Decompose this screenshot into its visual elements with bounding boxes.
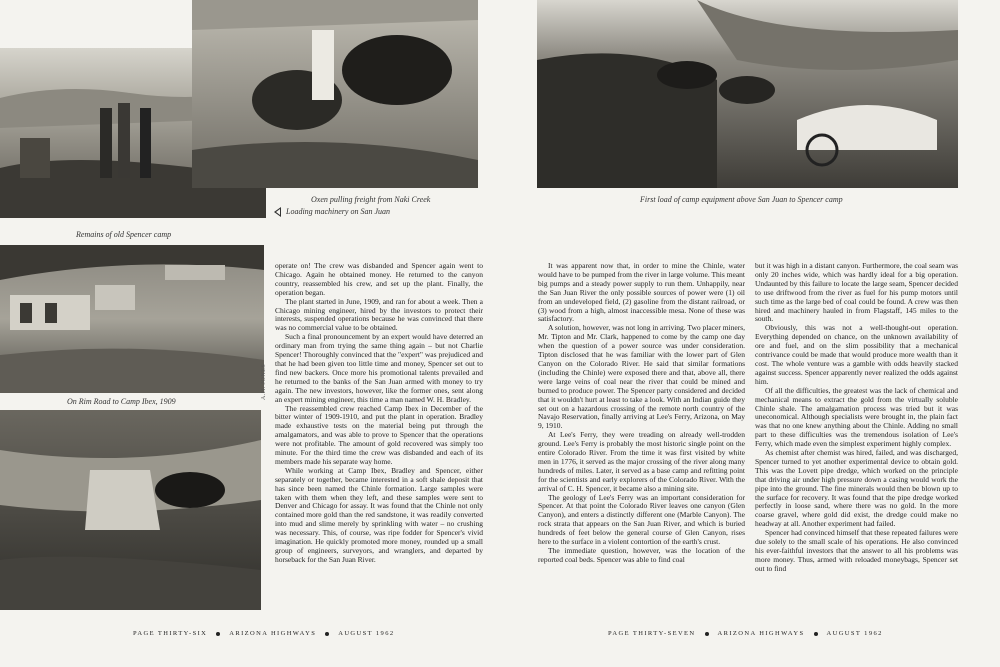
photo-rim-road [0,410,261,610]
col2-paragraph: It was apparent now that, in order to mine the Chinle, water would have to be pumped from the river in large volume. This meant big pumps and a steady power supply to run them. Unhappily, near the San Juan River the only possible sources of power were (1) oil from an undeveloped field, (2) gasoline from the distant railroad, or (3) wood from a high, almost inaccessible mesa. None of these was satisfactory. [538,262,745,324]
arrow-left-icon [274,207,281,217]
footer-left [133,630,395,637]
article-column-1 [275,262,483,614]
article-column-2 [538,262,745,614]
col3-paragraph: but it was high in a distant canyon. Furthermore, the coal seam was only 20 inches wide, which was hardly ideal for a big operation. Undaunted by this failure to locate the large seam, Spencer decided to use driftwood from the river as fuel for his pump motors until such time as the large bed of coal could be found. A crew was then hired and machinery hauled in from Flagstaff, 145 miles to the south. [755,262,958,324]
col1-paragraph: Such a final pronouncement by an expert would have deterred an ordinary man from trying the same thing again – but not Charlie Spencer! Thoroughly convinced that the "expert" was prejudiced and that he had been given too little time and money, Spencer set out to find new backers. Once more his promotional talents prevailed and he returned to the banks of the San Juan armed with money to try again. The new investors, however, like the former ones, sent along an expert mining engineer, this time a man named W. H. Bradley. [275,332,483,404]
col2-paragraph: A solution, however, was not long in arriving. Two placer miners, Mr. Tipton and Mr. Clark, happened to come by the camp one day when the question of a power source was under consideration. Tipton disclosed that he was familiar with the lower part of Glen Canyon on the Colorado River. He said that similar formations (including the Chinle) were exposed there and that, above all, there were large veins of coal near the river that could be mined and burned to produce power. The Spencer party considered and decided that it wouldn't hurt at least to take a look. With an Indian guide they set out on a hazardous crossing of the remote north country of the Navajo Reservation, finally arriving at Lee's Ferry, Arizona, on May 9, 1910. [538,323,745,431]
bullet-icon [814,632,818,636]
caption-remains: Remains of old Spencer camp [76,230,172,239]
footer-right [608,630,883,637]
caption-loading [274,207,390,217]
article-column-3 [755,262,958,614]
col2-paragraph: At Lee's Ferry, they were treading on already well-trodden ground. Lee's Ferry is probably the most historic single point on the entire Colorado River. From the time it was first visited by white men in 1776, it served as the major crossing of the river along many hundreds of miles. Later, it served as a base camp and refitting point for the scientists and early explorers of the Colorado River. With the arrival of C. H. Spencer, it became also a mining site. [538,430,745,493]
col1-paragraph: While working at Camp Ibex, Bradley and Spencer, either separately or together, became interested in a soft shale deposit that has since been named the Chinle formation. Large samples were taken with them when they left, and these samples were sent to Denver and Chicago for assay. It was found that the Chinle not only contained more gold than the red sandstone, it was readily converted into mud and slime merely by sprinkling with water – no crushing was necessary. This, of course, was ripe fodder for Spencer's vivid imagination. He quickly promoted more money, rounded up a small group of engineers, surveyors, and wranglers, and departed by horseback for the San Juan River. [275,465,483,564]
caption-oxen: Oxen pulling freight from Naki Creek [311,195,431,204]
footer-magazine: ARIZONA HIGHWAYS [717,630,805,637]
photo-first-load [537,0,958,188]
photo-oxen-freight [192,0,478,188]
footer-magazine: ARIZONA HIGHWAYS [229,630,317,637]
footer-date: AUGUST 1962 [338,630,395,637]
photo-credit: A.H. JONES [261,363,267,400]
col1-paragraph: The plant started in June, 1909, and ran for about a week. Then a Chicago mining engineer, hired by the investors to protect their interests, suspended operations because he was convinced that there was no commercial value to be obtained. [275,296,483,333]
caption-loading-text: Loading machinery on San Juan [286,207,390,216]
col3-paragraph: As chemist after chemist was hired, failed, and was discharged, Spencer turned to yet another experimental device to obtain gold. This was the Lovett pipe dredge, which worked on the principle that driving air under high pressure down a casing would work the pipe into the ground. The fine minerals would then be blown up to the surface for recovery. It was found that the pipe dredge worked perfectly in loose sand, where there was no gold. In the more coarse gravel, where gold did exist, the dredge could make no headway at all. Another experiment had failed. [755,448,958,529]
photo-stone-ruins [0,245,264,393]
caption-first-load: First load of camp equipment above San Juan to Spencer camp [640,195,843,204]
footer-page-number: PAGE THIRTY-SIX [133,630,208,637]
col2-paragraph: The immediate question, however, was the location of the reported coal beds. Spencer was able to find coal [538,546,745,564]
col1-paragraph: operate on! The crew was disbanded and Spencer again went to Chicago. Again he obtained money. He returned to the canyon country, reassembled his crew, and set up the plant. Finally, the operation began. [275,262,483,297]
col3-paragraph: Obviously, this was not a well-thought-out operation. Everything depended on chance, on the unknown availability of ore and fuel, and on the slim possibility that a mechanical contrivance could be made that would produce more wealth than it cost. The whole venture was a gamble with odds heavily stacked against success. Spencer apparently never realized the odds against him. [755,323,958,386]
col2-paragraph: The geology of Lee's Ferry was an important consideration for Spencer. At that point the Colorado River leaves one canyon (Glen Canyon), and enters a distinctly different one (Marble Canyon). The rock strata that appears on the San Juan River, and which is buried hundreds of feet below the general course of Glen Canyon, rises here to the surface in a violent contortion of the earth's crust. [538,492,745,547]
caption-rim-road: On Rim Road to Camp Ibex, 1909 [67,397,176,406]
col3-paragraph: Spencer had convinced himself that these repeated failures were due solely to the small scale of his operations. He also convinced his ever-faithful investors that the answer to all his problems was more money. Thus, armed with reloaded moneybags, Spencer set out to find [755,528,958,573]
bullet-icon [705,632,709,636]
bullet-icon [216,632,220,636]
footer-page-number: PAGE THIRTY-SEVEN [608,630,696,637]
col3-paragraph: Of all the difficulties, the greatest was the lack of chemical and mechanical means to extract the gold from the virtually soluble Chinle shale. The amalgamation process was tried but it was uneconomical. Although specialists were brought in, the plain fact was that no one knew anything about the Chinle. Adding no small part to these difficulties was the tremendous isolation of Lee's Ferry, which made even the simplest experiment highly complex. [755,385,958,449]
bullet-icon [325,632,329,636]
footer-date: AUGUST 1962 [826,630,883,637]
col1-paragraph: The reassembled crew reached Camp Ibex in December of the bitter winter of 1909-1910, and put the plant in operation. Bradley made exhaustive tests on the material being put through the amalgamators, and was able to prove to Spencer that the operations were not profitable. The amount of gold recovered was simply too minute. For the third time the crew was disbanded and each of its members made his separate way home. [275,403,483,466]
